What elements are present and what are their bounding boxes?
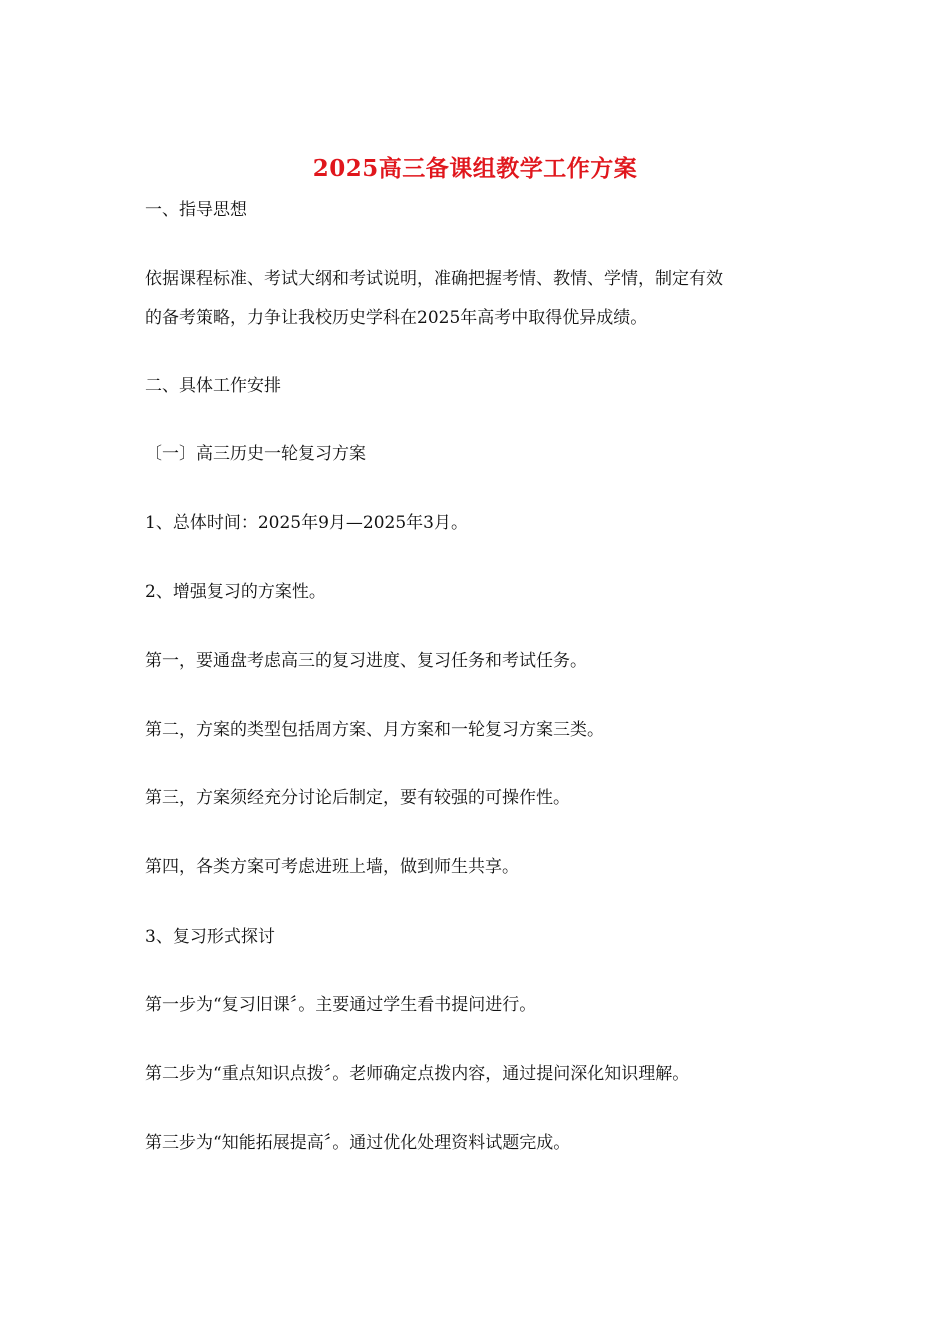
document-title: 2025高三备课组教学工作方案	[312, 155, 638, 182]
section-heading-guiding-ideology: 一、指导思想	[145, 200, 247, 220]
paragraph-line: 的备考策略，力争让我校历史学科在2025年高考中取得优异成绩。	[145, 308, 648, 328]
subsection-heading: 〔一〕高三历史一轮复习方案	[145, 444, 366, 464]
paragraph-line: 第三步为“知能拓展提高〞。通过优化处理资料试题完成。	[145, 1133, 571, 1153]
paragraph-line: 2、增强复习的方案性。	[145, 582, 326, 602]
paragraph-line: 第三，方案须经充分讨论后制定，要有较强的可操作性。	[145, 788, 570, 808]
paragraph-line: 第一，要通盘考虑高三的复习进度、复习任务和考试任务。	[145, 651, 587, 671]
paragraph-line: 第二，方案的类型包括周方案、月方案和一轮复习方案三类。	[145, 720, 604, 740]
paragraph-line: 第二步为“重点知识点拨〞。老师确定点拨内容，通过提问深化知识理解。	[145, 1064, 690, 1084]
paragraph-line: 依据课程标准、考试大纲和考试说明，准确把握考情、教情、学情，制定有效	[145, 269, 723, 289]
paragraph-line: 1、总体时间：2025年9月—2025年3月。	[145, 513, 468, 533]
section-heading-work-arrangement: 二、具体工作安排	[145, 376, 281, 396]
paragraph-line: 第一步为“复习旧课〞。主要通过学生看书提问进行。	[145, 995, 537, 1015]
paragraph-line: 第四，各类方案可考虑进班上墙，做到师生共享。	[145, 857, 519, 877]
paragraph-line: 3、复习形式探讨	[145, 927, 275, 947]
